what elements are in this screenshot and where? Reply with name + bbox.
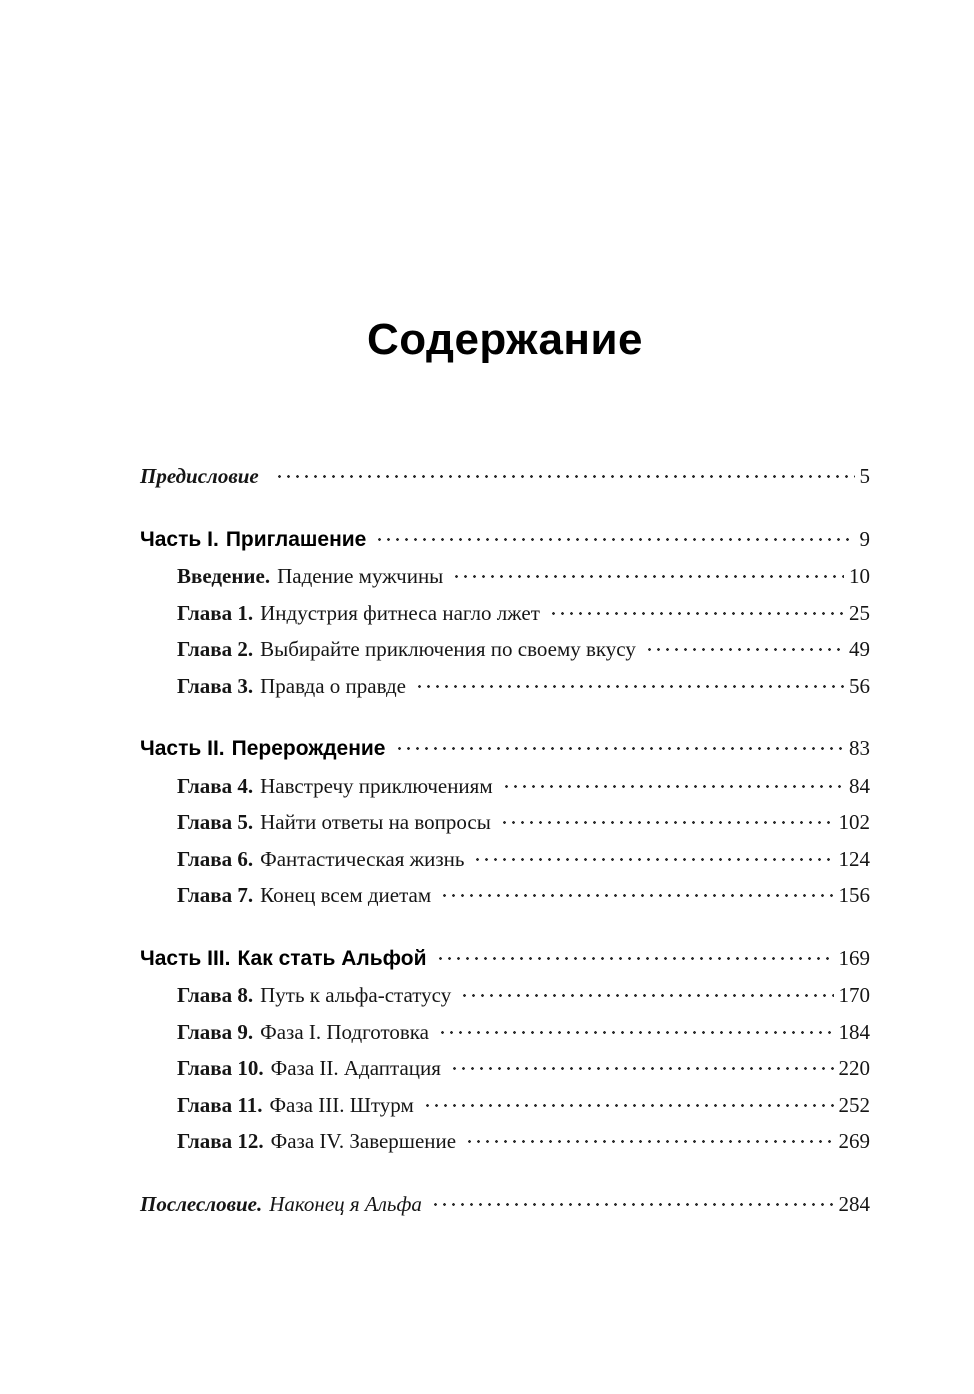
toc-entry-title: Фантастическая жизнь	[260, 846, 465, 871]
toc-entry-title: Падение мужчины	[277, 564, 444, 588]
dot-leader	[549, 599, 844, 620]
dot-leader	[450, 1054, 834, 1075]
toc-entry-page: 84	[849, 773, 870, 798]
toc-entry-prefix: Глава 12.	[177, 1129, 264, 1153]
toc-entry-title: Приглашение	[225, 527, 367, 551]
dot-leader	[436, 944, 834, 965]
dot-leader	[440, 881, 833, 902]
dot-leader	[465, 1127, 833, 1148]
dot-leader	[275, 462, 855, 483]
toc-entry-prefix: Глава 2.	[177, 637, 254, 661]
toc-entry-title: Путь к альфа-статусу	[260, 983, 452, 1007]
toc-entry	[140, 595, 870, 632]
toc-entry	[140, 804, 870, 841]
toc-entry-title: Наконец я Альфа	[269, 1191, 422, 1216]
dot-leader	[460, 981, 833, 1002]
toc-entry-page: 284	[838, 1191, 870, 1216]
dot-leader	[395, 734, 845, 755]
toc-entry-title: Как стать Альфой	[237, 946, 427, 970]
toc-entry	[140, 730, 870, 768]
toc-entry-prefix: Часть II.	[140, 737, 225, 760]
dot-leader	[645, 635, 844, 656]
toc-entry-page: 83	[849, 736, 870, 760]
toc-entry-prefix: Глава 7.	[177, 883, 254, 907]
page-title: Содержание	[366, 315, 644, 364]
toc-entry-page: 25	[849, 600, 870, 625]
toc-entry-page: 220	[838, 1056, 870, 1080]
toc-entry	[140, 841, 870, 878]
toc-entry-page: 252	[838, 1092, 870, 1117]
dot-leader	[500, 808, 834, 829]
toc-entry	[140, 1186, 870, 1223]
toc-entry	[140, 1014, 870, 1051]
toc-entry-prefix: Часть III.	[140, 946, 231, 970]
toc-entry	[140, 1123, 870, 1160]
toc-entry-title: Правда о правде	[260, 673, 406, 698]
toc-entry-page: 156	[838, 883, 870, 907]
toc-entry	[140, 940, 870, 978]
toc-entry	[140, 768, 870, 805]
toc-entry	[140, 458, 870, 495]
toc-entry-prefix: Глава 5.	[177, 810, 254, 834]
toc-entry-prefix: Глава 6.	[177, 846, 254, 871]
toc-entry-page: 9	[859, 526, 870, 551]
toc-entry-title: Фаза I. Подготовка	[260, 1019, 429, 1044]
toc-entry-prefix: Введение.	[177, 564, 271, 588]
toc-entry	[140, 1050, 870, 1087]
toc-entry-page: 184	[838, 1019, 870, 1044]
toc-entry-title: Индустрия фитнеса нагло лжет	[260, 600, 540, 625]
toc-entry-prefix: Глава 1.	[177, 600, 254, 625]
dot-leader	[452, 562, 844, 583]
toc-entry	[140, 668, 870, 705]
toc-entry-prefix: Глава 8.	[177, 983, 254, 1007]
toc-entry-page: 10	[849, 564, 870, 588]
toc-entry-prefix: Послесловие.	[140, 1191, 263, 1216]
toc-entry	[140, 877, 870, 914]
toc-entry-title: Конец всем диетам	[260, 883, 432, 907]
toc-entry-title: Перерождение	[231, 737, 386, 760]
toc-entry-title: Фаза III. Штурм	[269, 1092, 414, 1117]
toc-entry	[140, 521, 870, 559]
toc-entry-page: 169	[838, 945, 870, 970]
toc-entry-page: 56	[849, 673, 870, 698]
toc-entry-page: 49	[849, 637, 870, 661]
toc-entry-prefix: Глава 9.	[177, 1019, 254, 1044]
toc-entry-title: Фаза IV. Завершение	[270, 1129, 457, 1153]
toc-entry-title: Фаза II. Адаптация	[270, 1056, 441, 1080]
toc-entry-prefix: Часть I.	[140, 527, 219, 551]
dot-leader	[375, 525, 854, 546]
toc-entry	[140, 558, 870, 595]
toc-entry-page: 102	[838, 810, 870, 834]
toc-entry-title: Выбирайте приключения по своему вкусу	[260, 637, 636, 661]
toc-entry-page: 5	[859, 464, 870, 488]
toc-entry	[140, 1087, 870, 1124]
toc-entry	[140, 631, 870, 668]
toc-entry-page: 269	[838, 1129, 870, 1153]
toc-entry-page: 124	[838, 846, 870, 871]
toc-entry	[140, 977, 870, 1014]
dot-leader	[423, 1091, 834, 1112]
toc-entry-prefix: Глава 11.	[177, 1092, 263, 1117]
toc-entry-title: Навстречу приключениям	[260, 773, 493, 798]
dot-leader	[438, 1018, 834, 1039]
toc-entry-prefix: Глава 4.	[177, 773, 254, 798]
toc-entry-prefix: Глава 10.	[177, 1056, 264, 1080]
dot-leader	[415, 672, 844, 693]
toc-entry-title: Найти ответы на вопросы	[260, 810, 491, 834]
dot-leader	[431, 1190, 834, 1211]
table-of-contents	[140, 458, 870, 1222]
toc-entry-prefix: Предисловие	[140, 464, 259, 488]
toc-entry-prefix: Глава 3.	[177, 673, 254, 698]
dot-leader	[473, 845, 833, 866]
dot-leader	[502, 772, 844, 793]
toc-entry-page: 170	[838, 983, 870, 1007]
